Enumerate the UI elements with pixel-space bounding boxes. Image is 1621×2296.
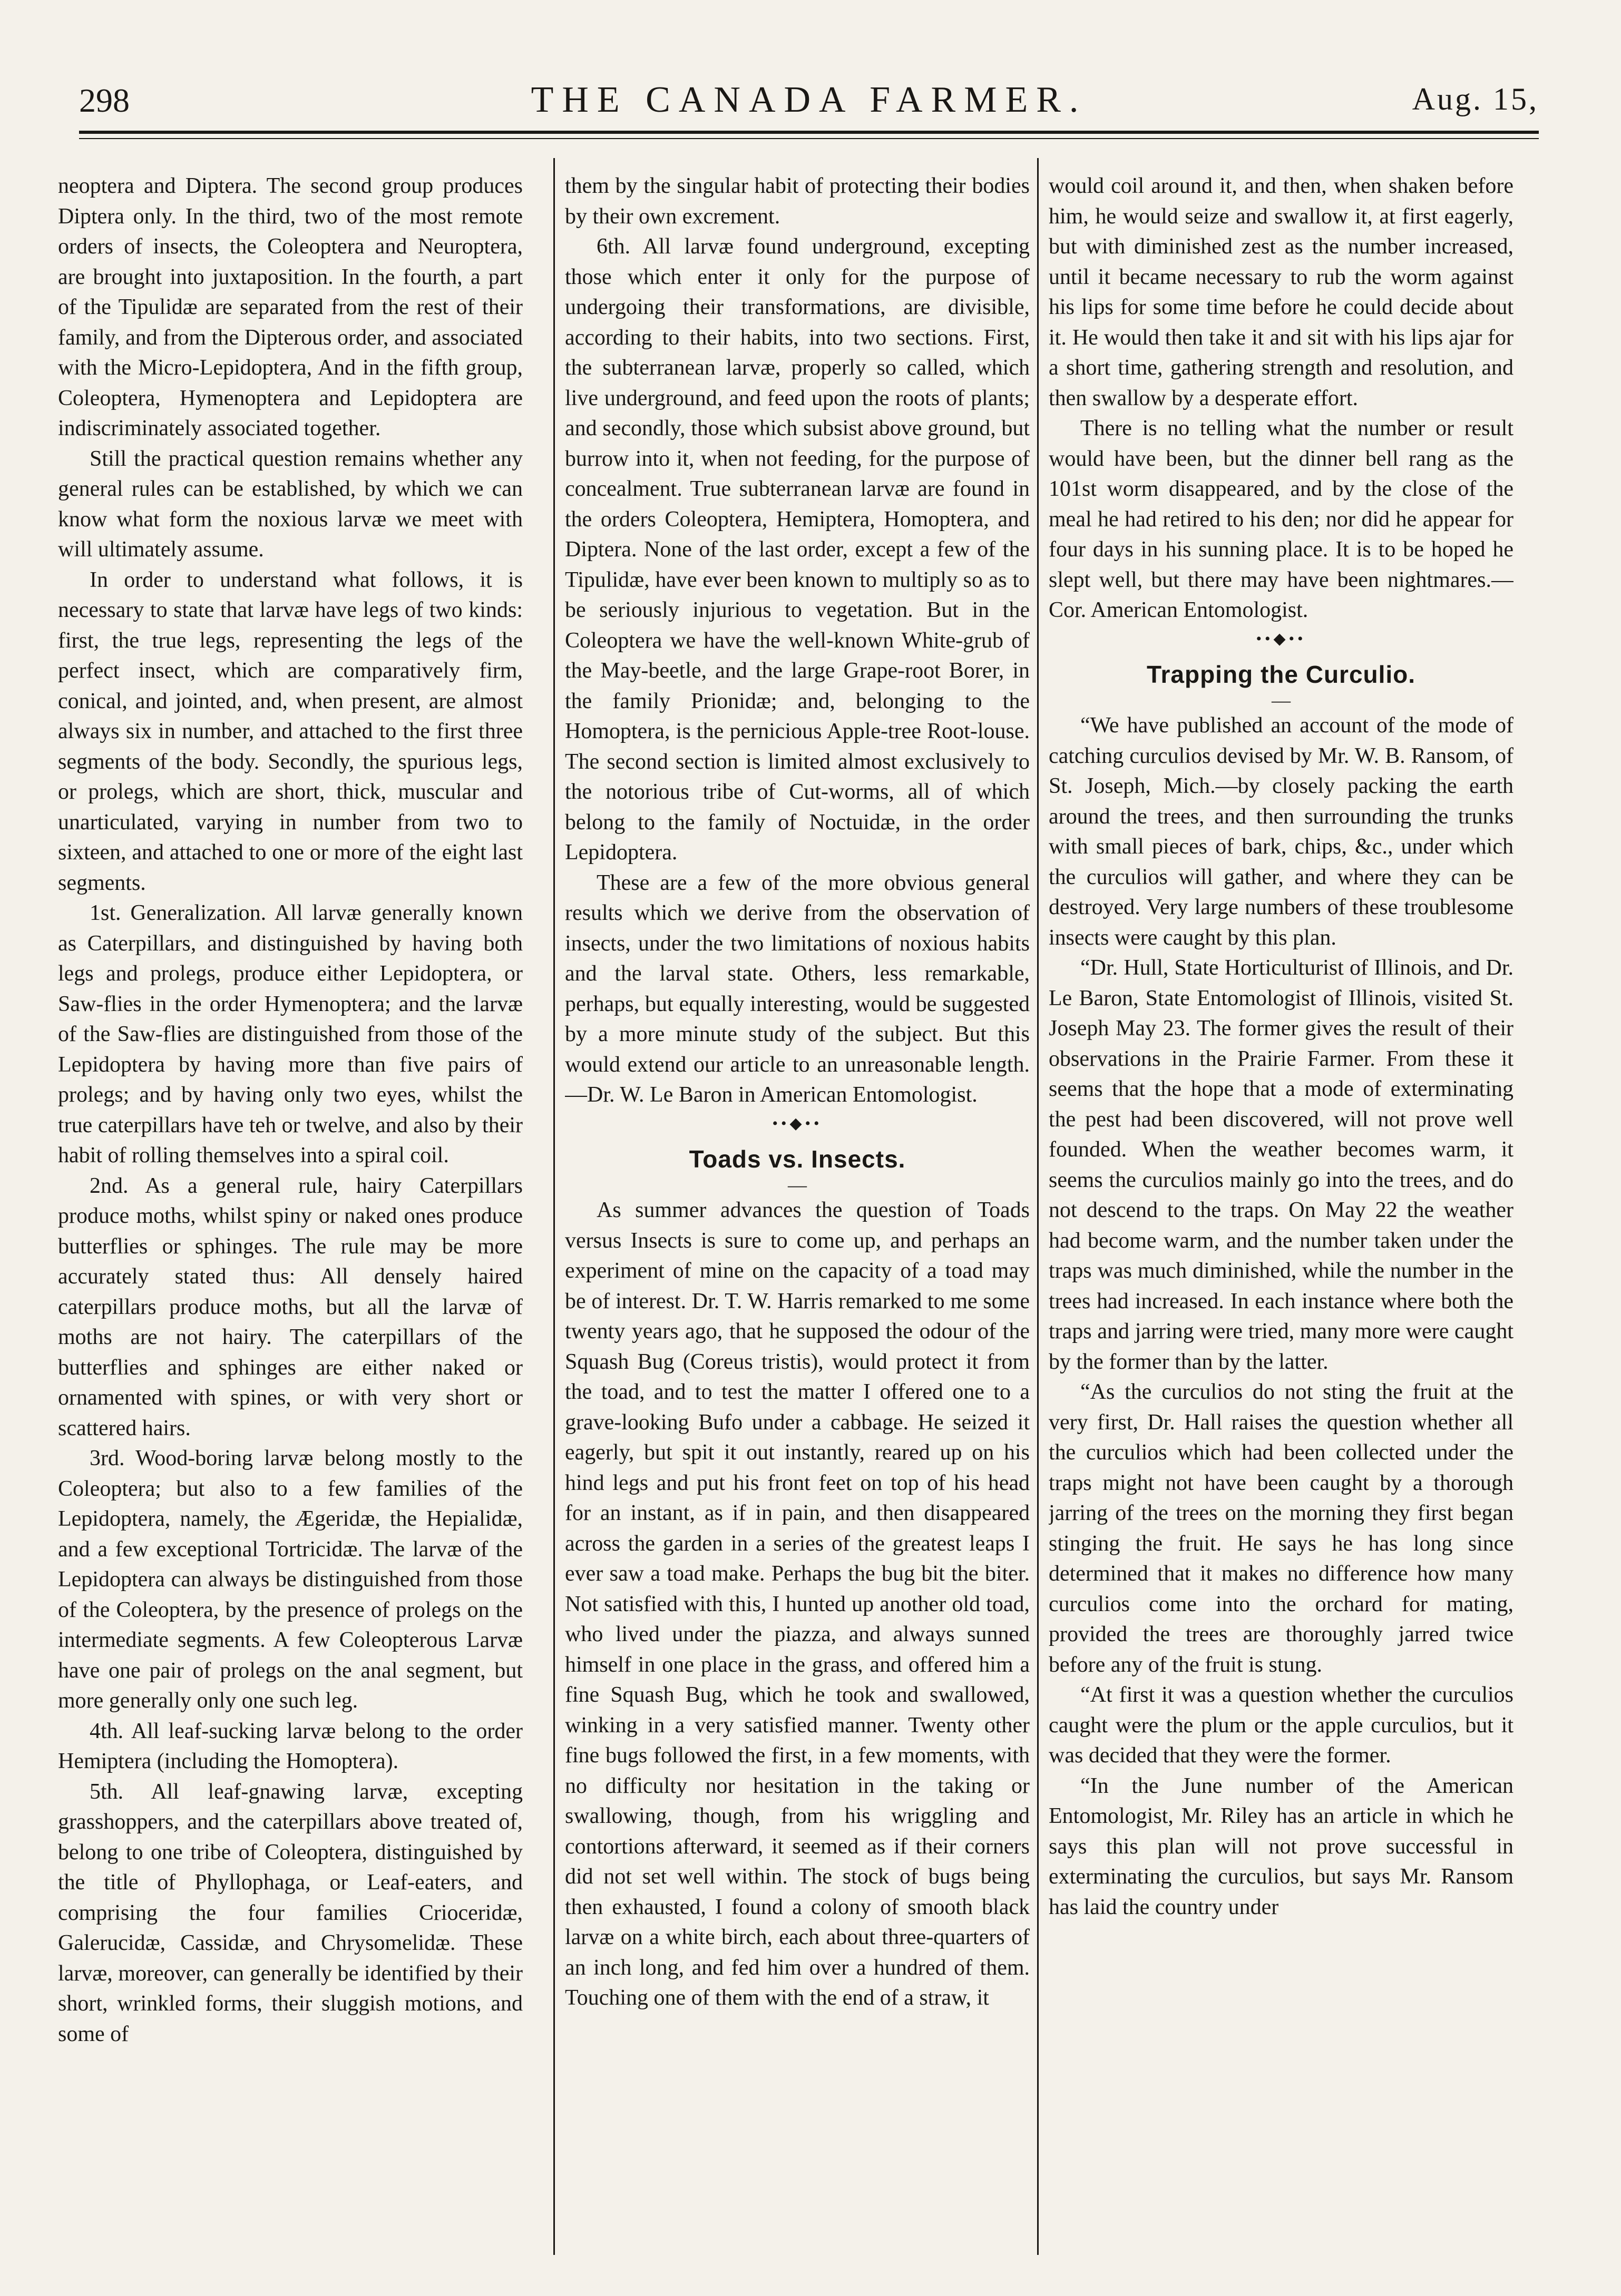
header-rule-thin — [79, 138, 1539, 139]
paragraph: 3rd. Wood-boring larvæ belong mostly to the Coleoptera; but also to a few families of the Lepidoptera, namely, the Ægeridæ, the Hepialidæ, and a few exceptional Tortricidæ. The larvæ of the Lepidoptera can always be distinguished from those of the Coleoptera, by the presence of prolegs on the intermediate segments. A few Coleopterous Larvæ have one pair of prolegs on the anal segment, but more generally only one such leg. — [58, 1446, 523, 1713]
paragraph: These are a few of the more obvious general results which we derive from the observation of insects, under the two limitations of noxious habits and the larval state. Others, less remarkable, perhaps, but equally interesting, would be suggested by a more minute study of the subject. But this would extend our article to an unreasonable length.—Dr. W. Le Baron in American Entomologist. — [565, 870, 1030, 1107]
paragraph: “In the June number of the American Entomologist, Mr. Riley has an article in which he says this plan will not prove successful in exterminating the curculios, but says Mr. Ransom has laid the country under — [1049, 1773, 1513, 1919]
paragraph: As summer advances the question of Toads versus Insects is sure to come up, and perhaps an experiment of mine on the capacity of a toad may be of interest. Dr. T. W. Harris remarked to me some twenty years ago, that he supposed the odour of the Squash Bug (Coreus tristis), would protect it from the toad, and to test the matter I offered one to a grave-looking Bufo under a cabbage. He seized it eagerly, but spit it out instantly, reared up on his hind legs and put his front feet on top of his head for an instant, as if in pain, and then disappeared across the garden in a series of the greatest leaps I ever saw a toad make. Perhaps the bug bit the biter. Not satisfied with this, I hunted up another old toad, who lived under the piazza, and always sunned himself in one place in the grass, and offered him a fine Squash Bug, which he took and swallowed, winking in a very satisfied manner. Twenty other fine bugs followed the first, in a few moments, with no difficulty nor hesitation in the taking or swallowing, though, from his wriggling and contortions afterward, it seemed as if their corners did not set well within. The stock of bugs being then exhausted, I found a colony of smooth black larvæ on a white birch, each about three-quarters of an inch long, and fed him over a hundred of them. Touching one of them with the end of a straw, it — [565, 1198, 1030, 2010]
issue-date: Aug. 15, — [1412, 82, 1539, 116]
section-ornament: ••◆•• — [772, 1114, 823, 1132]
column-3 — [1049, 171, 1513, 2263]
page-number: 298 — [79, 82, 130, 119]
column-1 — [58, 171, 523, 2263]
header-rule-thick — [79, 131, 1539, 134]
paragraph: 5th. All leaf-gnawing larvæ, excepting grasshoppers, and the caterpillars above treated of, belong to one tribe of Coleoptera, distinguished by the title of Phyllophaga, or Leaf-eaters, and comprising the four families Crioceridæ, Galerucidæ, Cassidæ, and Chrysomelidæ. These larvæ, moreover, can generally be identified by their short, wrinkled forms, their sluggish motions, and some of — [58, 1779, 523, 2046]
paragraph: 4th. All leaf-sucking larvæ belong to the order Hemiptera (including the Homoptera). — [58, 1719, 523, 1773]
column-2 — [565, 171, 1030, 2263]
section-ornament: ••◆•• — [1256, 630, 1306, 647]
paragraph: 6th. All larvæ found underground, excepting those which enter it only for the purpose of undergoing their transformations, are divisible, according to their habits, into two sections. First, the subterranean larvæ, properly so called, which live underground, and feed upon the roots of plants; and secondly, those which subsist above ground, but burrow into it, when not feeding, for the purpose of concealment. True subterranean larvæ are found in the orders Coleoptera, Hemiptera, Homoptera, and Diptera. None of the last order, except a few of the Tipulidæ, have ever been known to multiply so as to be seriously injurious to vegetation. But in the Coleoptera we have the well-known White-grub of the May-beetle, and the large Grape-root Borer, in the family Prionidæ; and, belonging to the Homoptera, is the pernicious Apple-tree Root-louse. The second section is limited almost exclusively to the notorious tribe of Cut-worms, all of which belong to the family of Noctuidæ, in the order Lepidoptera. — [565, 234, 1030, 865]
heading-dash: — — [788, 1174, 807, 1195]
article-heading-curculio: Trapping the Curculio. — [1146, 660, 1416, 688]
paragraph: them by the singular habit of protecting their bodies by their own excrement. — [565, 174, 1030, 229]
paragraph: In order to understand what follows, it is necessary to state that larvæ have legs of two kinds: first, the true legs, representing the legs of the perfect insect, which are comparatively firm, conical, and jointed, and, when present, are almost always six in number, and attached to the first three segments of the body. Secondly, the spurious legs, or prolegs, which are short, thick, muscular and unarticulated, varying in number from two to sixteen, and attached to one or more of the eight last segments. — [58, 567, 523, 895]
paragraph: “Dr. Hull, State Horticulturist of Illinois, and Dr. Le Baron, State Entomologist of Illinois, visited St. Joseph May 23. The former gives the result of their observations in the Prairie Farmer. From these it seems that the hope that a mode of exterminating the pest had been discovered, will not prove well founded. When the weather becomes warm, it seems the curculios mainly go into the trees, and do not descend to the traps. On May 22 the weather had become warm, and the number taken under the traps was much diminished, while the number in the trees had increased. In each instance where both the traps and jarring were tried, many more were caught by the former than by the latter. — [1049, 956, 1513, 1374]
heading-dash: — — [1272, 690, 1291, 711]
article-heading-toads: Toads vs. Insects. — [689, 1145, 906, 1173]
paragraph: 1st. Generalization. All larvæ generally known as Caterpillars, and distinguished by having both legs and prolegs, produce either Lepidoptera, or Saw-flies in the order Hymenoptera; and the larvæ of the Saw-flies are distinguished from those of the Lepidoptera by having more than five pairs of prolegs; and by having only two eyes, whilst the true caterpillars have teh or twelve, and also by their habit of rolling themselves into a spiral coil. — [58, 901, 523, 1167]
paragraph: 2nd. As a general rule, hairy Caterpillars produce moths, whilst spiny or naked ones produce butterflies or sphinges. The rule may be more accurately stated thus: All densely haired caterpillars produce moths, but all the larvæ of moths are not hairy. The caterpillars of the butterflies and sphinges are either naked or ornamented with spines, or with very short or scattered hairs. — [58, 1173, 523, 1440]
paragraph: Still the practical question remains whether any general rules can be established, by which we can know what form the noxious larvæ we meet with will ultimately assume. — [58, 446, 523, 562]
paragraph: neoptera and Diptera. The second group produces Diptera only. In the third, two of the most remote orders of insects, the Coleoptera and Neuroptera, are brought into juxtaposition. In the fourth, a part of the Tipulidæ are separated from the rest of their family, and from the Dipterous order, and associated with the Micro-Lepidoptera, And in the fifth group, Coleoptera, Hymenoptera and Lepidoptera are indiscriminately associated together. — [58, 174, 523, 440]
paragraph: “We have published an account of the mode of catching curculios devised by Mr. W. B. Ransom, of St. Joseph, Mich.—by closely packing the earth around the trees, and then surrounding the trunks with small pieces of bark, chips, &c., under which the curculios will gather, and where they can be destroyed. Very large numbers of these troublesome insects were caught by this plan. — [1049, 713, 1513, 950]
column-divider — [1037, 158, 1039, 2255]
page-header — [79, 79, 1539, 126]
publication-title: THE CANADA FARMER. — [531, 80, 1087, 120]
column-divider — [553, 158, 555, 2255]
paragraph: “As the curculios do not sting the fruit at the very first, Dr. Hall raises the question whether all the curculios which had been collected under the traps might not have been caught by a thorough jarring of the trees on the morning they first began stinging the fruit. He says he has long since determined that it makes no difference how many curculios come into the orchard for mating, provided the trees are thoroughly jarred twice before any of the fruit is stung. — [1049, 1380, 1513, 1677]
paragraph: would coil around it, and then, when shaken before him, he would seize and swallow it, at first eagerly, but with diminished zest as the number increased, until it became necessary to rub the worm against his lips for some time before he could decide about it. He would then take it and sit with his lips ajar for a short time, gathering strength and resolution, and then swallow by a desperate effort. — [1049, 174, 1513, 410]
paragraph: There is no telling what the number or result would have been, but the dinner bell rang as the 101st worm disappeared, and by the close of the meal he had retired to his den; nor did he appear for four days in his sunning place. It is to be hoped he slept well, but there may have been nightmares.—Cor. American Entomologist. — [1049, 416, 1513, 622]
paragraph: “At first it was a question whether the curculios caught were the plum or the apple curculios, but it was decided that they were the former. — [1049, 1683, 1513, 1768]
